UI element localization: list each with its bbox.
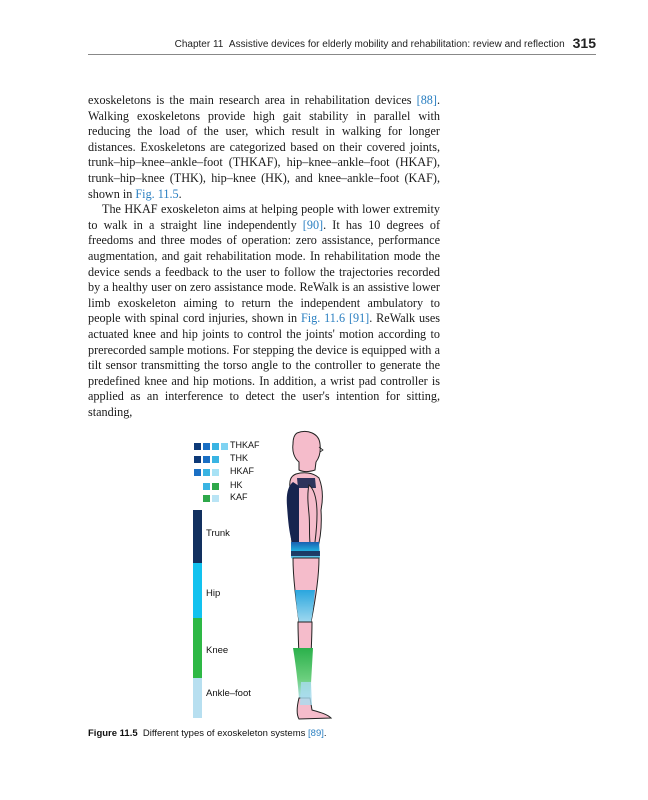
- caption-label: Figure 11.5: [88, 728, 138, 739]
- legend-swatches-thk: [194, 455, 221, 465]
- legend-label-kaf: KAF: [230, 492, 248, 502]
- paragraph-1: [88, 93, 440, 202]
- citation-88[interactable]: [88]: [416, 93, 437, 107]
- swatch: [212, 443, 219, 450]
- legend-swatches-kaf: [203, 494, 221, 504]
- caption-end: .: [323, 728, 327, 739]
- legend-swatches-thkaf: [194, 442, 230, 452]
- chapter-label: Chapter 11: [174, 39, 224, 50]
- legend-swatches-hk: [203, 482, 221, 492]
- swatch: [212, 469, 219, 476]
- body-text: [88, 93, 440, 420]
- segment-label-hip: Hip: [206, 588, 221, 599]
- segment-label-trunk: Trunk: [206, 528, 230, 539]
- segment-bar-knee: [193, 618, 202, 678]
- swatch: [203, 483, 210, 490]
- citation-91[interactable]: [91]: [348, 311, 370, 326]
- head: [293, 431, 323, 471]
- swatch: [212, 495, 219, 502]
- segment-bar-hip: [193, 563, 202, 618]
- swatch: [194, 456, 201, 463]
- foot-band: [300, 682, 312, 705]
- swatch: [194, 469, 201, 476]
- swatch: [212, 483, 219, 490]
- paragraph-1-text: exoskeletons is the main research area in rehabilitation devices: [88, 93, 417, 107]
- page-number: 315: [572, 35, 596, 51]
- figure-ref-11-5[interactable]: Fig. 11.5: [135, 186, 179, 201]
- citation-89[interactable]: [89]: [308, 728, 324, 739]
- paragraph-2-text: The HKAF exoskeleton aims at helping people with lower extremity to walk in a straight line independently: [88, 202, 440, 232]
- caption-text: Different types of exoskeleton systems: [142, 728, 309, 739]
- paragraph-1-text: .: [178, 186, 182, 201]
- segment-label-knee: Knee: [206, 645, 229, 656]
- legend-label-thk: THK: [230, 453, 248, 463]
- paragraph-1-text: . Walking exoskeletons provide high gait stability in parallel with reducing the load of the user, which result in walking for longer distances. Exoskeletons are categorized based on their covered joints, trunk–hip–knee–ankle–foot (THKAF), hip–knee–ankle–foot (HKAF), trunk–hip–knee (THK), hip–knee (HK), and knee–ankle–foot (KAF), shown in: [88, 93, 440, 201]
- paragraph-2-text: . It has 10 degrees of freedoms and three modes of operation: zero assistance, performance augmentation, and gait rehabilitation mode. In rehabilitation mode the device sends a feedback to the user to follow the trajectories recorded by a healthy user on zero assistance mode. ReWalk is an assistive lower limb exoskeleton aiming to return the independent ambulatory to people with spinal cord injuries, shown in: [88, 217, 441, 326]
- swatch: [221, 443, 228, 450]
- swatch: [194, 443, 201, 450]
- paragraph-2-text: . ReWalk uses actuated knee and hip joints to control the joints' motion according to prerecorded sample motions. For stepping the device is equipped with a tilt sensor transmitting the torso angle to the controller to generate the predefined knee and hip motions. In addition, a wrist pad controller is applied as an interference to detect the user's intention for sitting, standing,: [88, 311, 440, 419]
- running-head: [88, 34, 596, 54]
- legend-label-hkaf: HKAF: [230, 466, 255, 476]
- swatch: [203, 469, 210, 476]
- legend-label-hk: HK: [230, 480, 243, 490]
- segment-label-ankle-foot: Ankle–foot: [206, 688, 251, 699]
- legend-label-thkaf: THKAF: [230, 440, 260, 450]
- figure-caption: [88, 728, 488, 739]
- chapter-title: Assistive devices for elderly mobility and rehabilitation: review and reflection: [228, 39, 565, 50]
- segment-bar-trunk: [193, 510, 202, 563]
- human-body-illustration: [263, 430, 353, 725]
- header-rule: [88, 54, 596, 55]
- legend-swatches-hkaf: [194, 468, 221, 478]
- citation-90[interactable]: [90]: [302, 217, 324, 232]
- trunk-band-front: [297, 478, 316, 488]
- swatch: [212, 456, 219, 463]
- trunk-band: [287, 482, 299, 542]
- swatch: [203, 443, 210, 450]
- segment-bar-ankle-foot: [193, 678, 202, 718]
- paragraph-2: [88, 202, 440, 420]
- swatch: [203, 456, 210, 463]
- swatch: [203, 495, 210, 502]
- hip-strap: [291, 551, 320, 556]
- figure-ref-11-6[interactable]: Fig. 11.6: [300, 311, 346, 326]
